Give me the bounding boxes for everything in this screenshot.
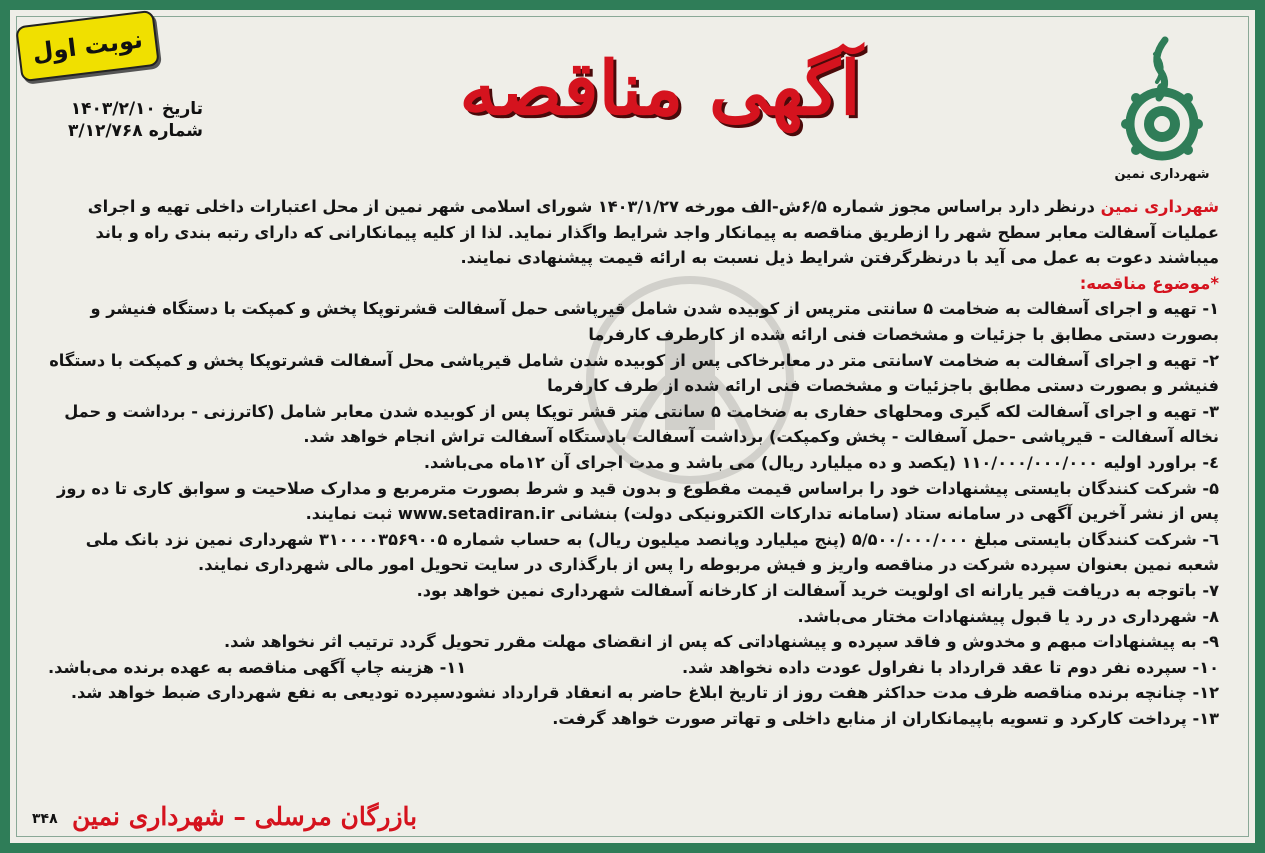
list-item: ۳- تهیه و اجرای آسفالت لکه گیری ومحلهای حفاری به ضخامت ۵ سانتی متر قشر توپکا پس از کوبیده شدن معابر شامل (کاترزنی - برداشت و حمل نخاله آسفالت - قیرپاشی -حمل آسفالت - پخش وکمپکت) برداشت آسفالت بادستگاه آسفالت تراش انجام خواهد شد.	[64, 401, 1219, 447]
page-code: ۳۴۸	[32, 811, 58, 827]
number-label: شماره	[148, 121, 204, 141]
list-item: ٤- براورد اولیه ۱۱۰/۰۰۰/۰۰۰/۰۰۰ (یکصد و ده میلیارد ریال) می باشد و مدت اجرای آن ۱۲ماه می‌باشد.	[423, 452, 1219, 472]
notice-body	[48, 194, 1219, 731]
list-item: ۹- به پیشنهادات مبهم و مخدوش و فاقد سپرده و پیشنهاداتی که پس از انقضای مهلت مقرر تحویل گردد ترتیب اثر نخواهد شد.	[223, 632, 1219, 652]
list-item: ۱۰- سپرده نفر دوم تا عقد قرارداد با نفراول عودت داده نخواهد شد.	[681, 657, 1219, 677]
notice-meta	[68, 98, 203, 142]
logo-caption: شهرداری نمین	[1114, 167, 1210, 182]
items-10-11-row	[48, 655, 1219, 681]
subject-heading: *موضوع مناقصه:	[1079, 273, 1219, 293]
date-value: ۱۴۰۳/۲/۱۰	[70, 99, 156, 119]
signature-line: بازرگان مرسلی – شهرداری نمین	[72, 802, 418, 831]
intro-text: درنظر دارد براساس مجوز شماره ۶/۵ش-الف مورخه ۱۴۰۳/۱/۲۷ شورای اسلامی شهر نمین از محل اعتبارات داخلی تهیه و اجرای عملیات آسفالت معابر سطح شهر را ازطریق مناقصه به پیمانکار واجد شرایط واگذار نماید. لذا از کلیه پیمانکارانی که دارای رتبه بندی راه و باند میباشند دعوت به عمل می آید با درنظرگرفتن شرایط ذیل نسبت به ارائه قیمت پیشنهادی نمایند.	[87, 197, 1219, 268]
page-title: آگهی مناقصه	[459, 46, 861, 132]
list-item: ٦- شرکت کنندگان بایستی مبلغ ۵/۵۰۰/۰۰۰/۰۰۰ (پنج میلیارد وپانصد میلیون ریال) به حساب شماره ۳۱۰۰۰۰۳۵۶۹۰۰۵ شهرداری نمین نزد بانک ملی شعبه نمین بعنوان سپرده شرکت در مناقصه واریز و فیش مربوطه را پس از بارگذاری در سایت تحویل امور مالی شهرداری نمایند.	[85, 529, 1219, 575]
intro-org: شهرداری نمین	[1100, 197, 1219, 216]
date-label: تاریخ	[161, 99, 204, 119]
list-item: ۸- شهرداری در رد یا قبول پیشنهادات مختار می‌باشد.	[797, 606, 1219, 626]
number-value: ۳/۱۲/۷۶۸	[68, 121, 143, 141]
list-item: ۱۲- چنانچه برنده مناقصه ظرف مدت حداکثر هفت روز از تاریخ ابلاغ حاضر به انعقاد قرارداد نشودسپرده تودیعی به نفع شهرداری ضبط خواهد شد.	[70, 683, 1219, 703]
municipality-logo	[1107, 32, 1217, 182]
list-item: ۱- تهیه و اجرای آسفالت به ضخامت ۵ سانتی مترپس از کوبیده شدن شامل قیرپاشی حمل آسفالت قشرتوپکا پخش و کمپکت با دستگاه فنیشر و بصورت دستی مطابق با جزئیات و مشخصات فنی ارائه شده از کارطرف کارفرما	[90, 299, 1219, 344]
list-item: ۱۳- پرداخت کارکرد و تسویه باپیمانکاران از منابع داخلی و تهاتر صورت خواهد گرفت.	[552, 708, 1219, 728]
list-item: ۱۱- هزینه چاپ آگهی مناقصه به عهده برنده می‌باشد.	[48, 657, 467, 677]
first-round-badge: نوبت اول	[15, 10, 160, 83]
intro-paragraph	[48, 194, 1219, 271]
list-item: ۲- تهیه و اجرای آسفالت به ضخامت ۷سانتی متر در معابرخاکی پس از کوبیده شدن شامل قیرپاشی محل آسفالت قشرتوپکا پخش و کمپکت با دستگاه فنیشر و بصورت دستی مطابق باجزئیات و مشخصات فنی ارائه شده از طرف کارفرما	[49, 350, 1219, 396]
list-item: ۵- شرکت کنندگان بایستی پیشنهادات خود را براساس قیمت مقطوع و بدون قید و شرط بصورت مترمربع و مدارک صلاحیت و سوابق کاری تا ده روز پس از نشر آخرین آگهی در سامانه ستاد (سامانه تدارکات الکترونیکی دولت) بنشانی www.setadiran.ir ثبت نمایند.	[57, 478, 1219, 524]
list-item: ۷- باتوجه به دریافت قیر یارانه ای اولویت خرید آسفالت از کارخانه آسفالت شهرداری نمین خواهد بود.	[416, 580, 1219, 600]
logo-emblem-icon	[1107, 32, 1217, 162]
